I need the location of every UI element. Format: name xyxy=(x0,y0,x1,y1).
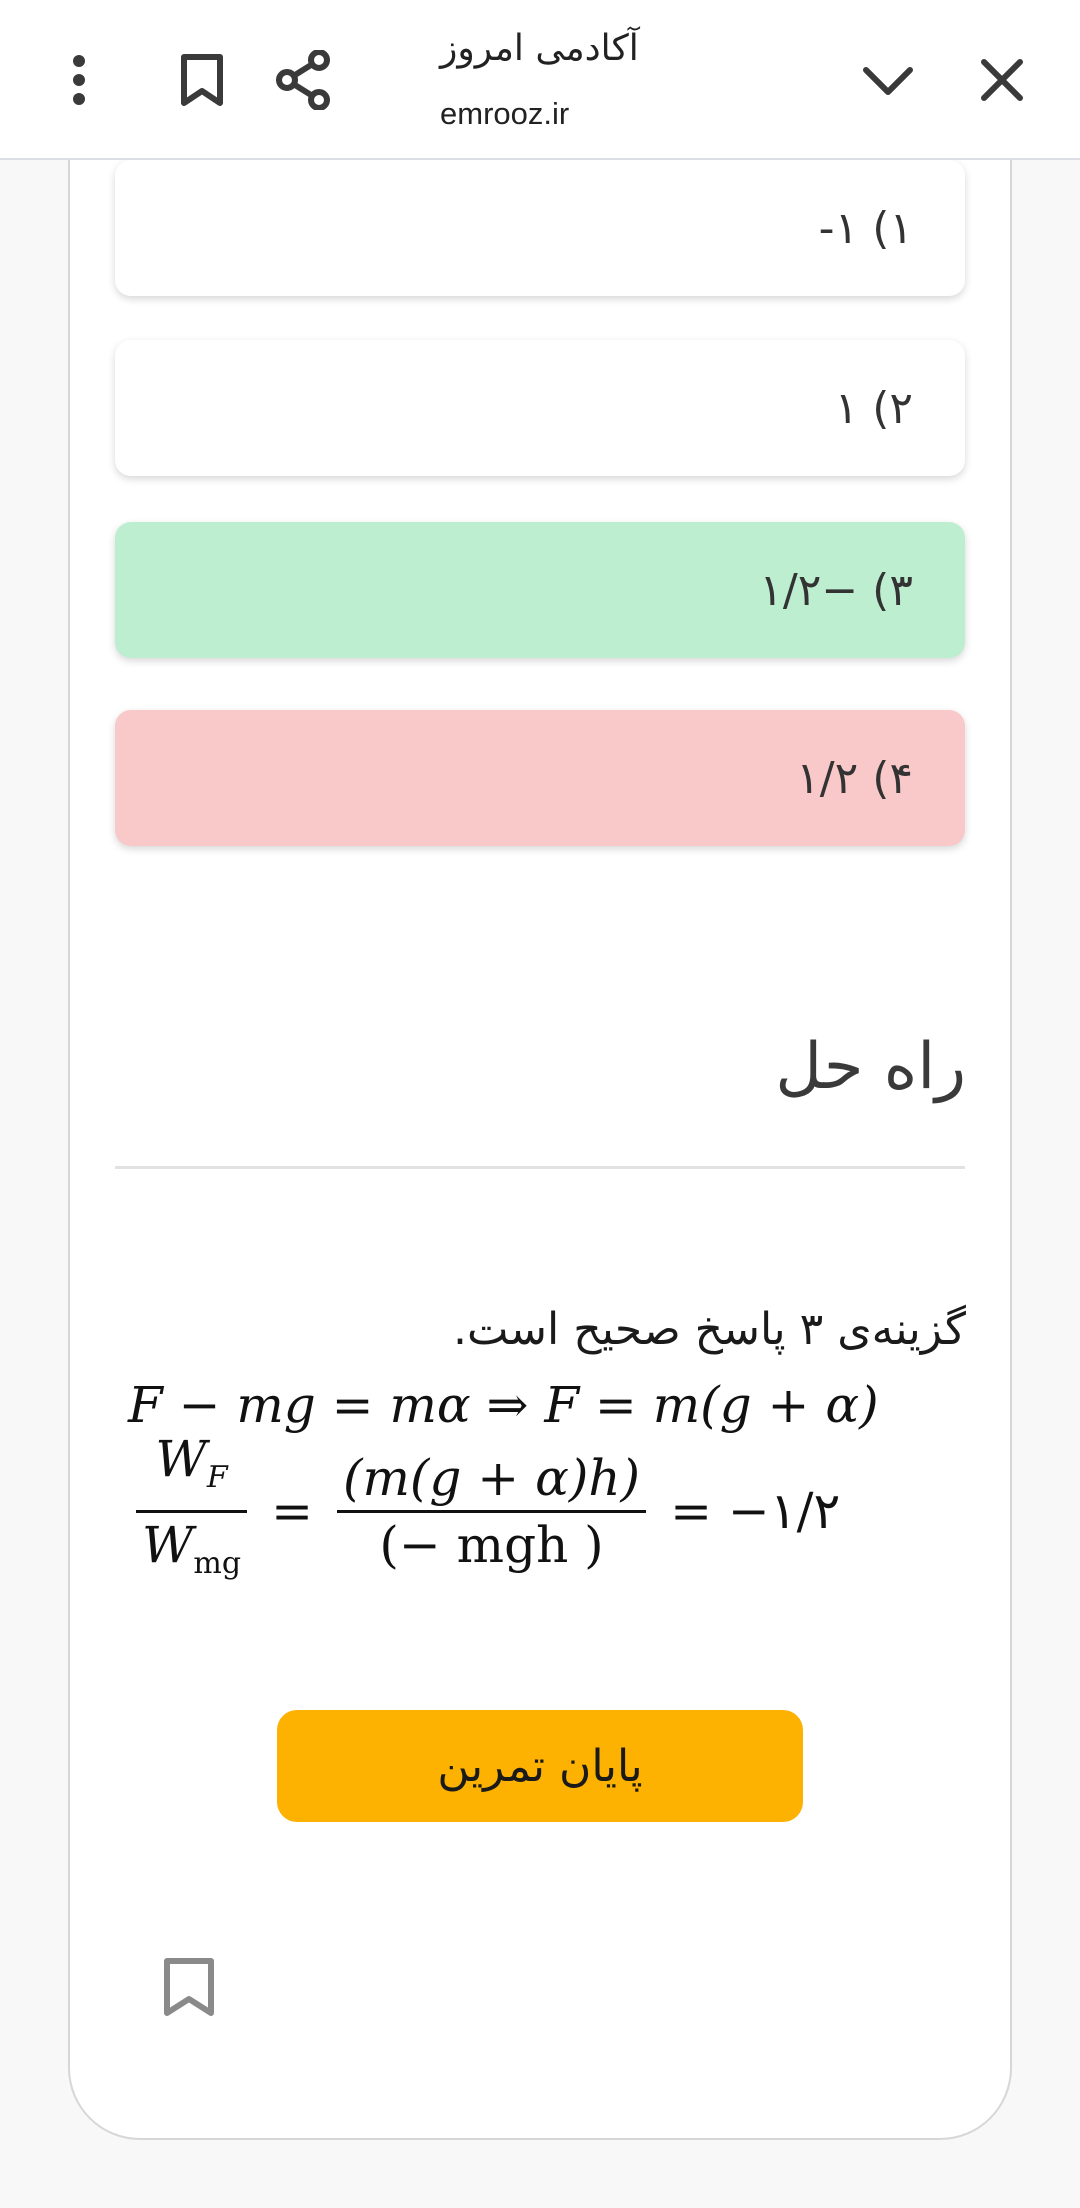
fraction-work xyxy=(136,1427,247,1596)
correct-answer-text: گزینه‌ی ۳ پاسخ صحیح است. xyxy=(452,1304,966,1355)
answer-option-label: ۲) ۱ xyxy=(834,382,913,434)
answer-option-1[interactable] xyxy=(115,160,965,296)
finish-exercise-button[interactable] xyxy=(277,1710,803,1822)
answer-option-3-correct[interactable] xyxy=(115,522,965,658)
answer-option-label: ۱) ۱- xyxy=(818,202,913,254)
close-icon[interactable] xyxy=(962,40,1042,120)
finish-button-label: پایان تمرین xyxy=(437,1740,643,1792)
site-url[interactable]: emrooz.ir xyxy=(440,96,570,131)
numerator-subscript: F xyxy=(206,1459,228,1495)
divider xyxy=(115,1166,965,1169)
share-icon[interactable] xyxy=(263,40,343,120)
answer-option-label: ۴) ۱/۲ xyxy=(796,752,913,804)
denominator-subscript: mg xyxy=(193,1545,242,1581)
more-vert-icon[interactable] xyxy=(39,40,119,120)
equation-force: F − mg = mα ⇒ F = m(g + α) xyxy=(128,1376,879,1434)
expression-numerator: (m(g + α)h) xyxy=(342,1448,641,1507)
expression-denominator: (− mgh ) xyxy=(379,1515,604,1574)
bookmark-icon[interactable] xyxy=(162,40,242,120)
equals-sign: = xyxy=(271,1482,313,1540)
browser-top-bar xyxy=(0,0,1080,160)
answer-option-4-wrong[interactable] xyxy=(115,710,965,846)
answer-option-2[interactable] xyxy=(115,340,965,476)
chevron-down-icon[interactable] xyxy=(848,40,928,120)
bookmark-icon[interactable] xyxy=(162,1956,222,2026)
denominator-symbol: W xyxy=(142,1515,194,1574)
solution-heading: راه حل xyxy=(775,1030,966,1104)
numerator-symbol: W xyxy=(155,1429,207,1488)
equation-work-ratio xyxy=(128,1429,856,1581)
fraction-expression xyxy=(337,1446,646,1577)
answer-option-label: ۳) −۱/۲ xyxy=(759,564,913,616)
equation-result: = −۱/۲ xyxy=(670,1482,841,1540)
site-title: آکادمی امروز xyxy=(440,28,639,69)
